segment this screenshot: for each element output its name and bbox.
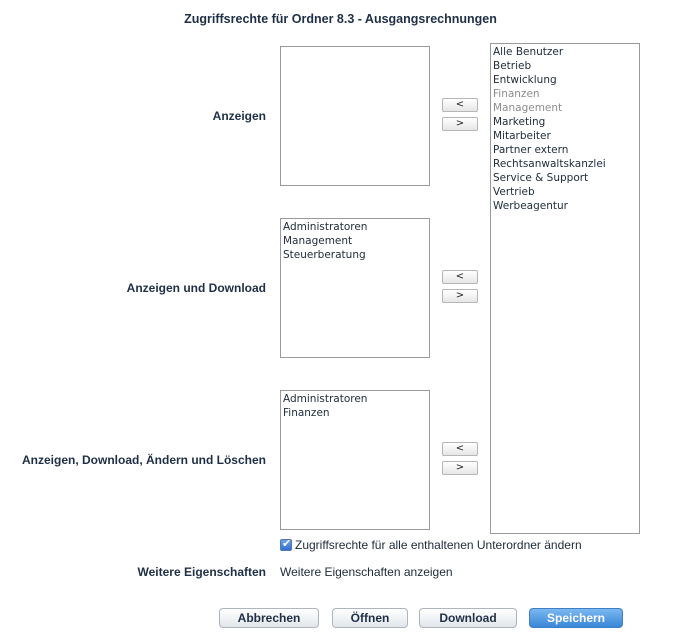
available-group-item[interactable]: Vertrieb [493, 186, 535, 198]
available-group-item[interactable]: Werbeagentur [493, 200, 568, 212]
section-label-view: Anzeigen [212, 109, 266, 123]
checkmark-icon: ✔ [282, 537, 292, 550]
move-left-button-view[interactable]: < [442, 98, 478, 112]
available-group-item[interactable]: Service & Support [493, 172, 589, 184]
available-group-item[interactable]: Marketing [493, 116, 546, 128]
save-button[interactable]: Speichern [529, 608, 623, 628]
listbox-full-access[interactable] [280, 390, 430, 530]
dialog-title: Zugriffsrechte für Ordner 8.3 - Ausgangsrechnungen [184, 12, 497, 26]
move-right-button-view[interactable]: > [442, 117, 478, 131]
section-label-view-download: Anzeigen und Download [126, 281, 266, 295]
properties-label: Weitere Eigenschaften [137, 565, 266, 579]
available-group-item[interactable]: Alle Benutzer [493, 46, 564, 58]
show-properties-link[interactable]: Weitere Eigenschaften anzeigen [280, 565, 453, 579]
list-item[interactable]: Finanzen [283, 407, 330, 419]
section-label-full-access: Anzeigen, Download, Ändern und Löschen [21, 453, 266, 467]
subfolders-checkbox-row[interactable] [280, 538, 582, 552]
list-item[interactable]: Administratoren [283, 221, 368, 233]
listbox-view[interactable] [280, 46, 430, 186]
move-right-button-view-download[interactable]: > [442, 289, 478, 303]
available-groups-listbox[interactable] [490, 43, 640, 534]
list-item[interactable]: Administratoren [283, 393, 368, 405]
available-group-item[interactable]: Rechtsanwaltskanzlei [493, 158, 606, 170]
listbox-view-download[interactable] [280, 218, 430, 358]
move-right-button-full-access[interactable]: > [442, 461, 478, 475]
move-left-button-view-download[interactable]: < [442, 270, 478, 284]
subfolders-checkbox[interactable] [280, 539, 292, 551]
available-group-item[interactable]: Mitarbeiter [493, 130, 551, 142]
list-item[interactable]: Steuerberatung [283, 249, 366, 261]
cancel-button[interactable]: Abbrechen [219, 608, 319, 628]
available-group-item: Management [493, 102, 563, 114]
open-button[interactable]: Öffnen [332, 608, 408, 628]
subfolders-checkbox-label: Zugriffsrechte für alle enthaltenen Unterordner ändern [295, 538, 582, 552]
available-group-item: Finanzen [493, 88, 540, 100]
list-item[interactable]: Management [283, 235, 353, 247]
download-button[interactable]: Download [419, 608, 517, 628]
available-group-item[interactable]: Entwicklung [493, 74, 557, 86]
move-left-button-full-access[interactable]: < [442, 442, 478, 456]
available-group-item[interactable]: Partner extern [493, 144, 569, 156]
available-group-item[interactable]: Betrieb [493, 60, 532, 72]
